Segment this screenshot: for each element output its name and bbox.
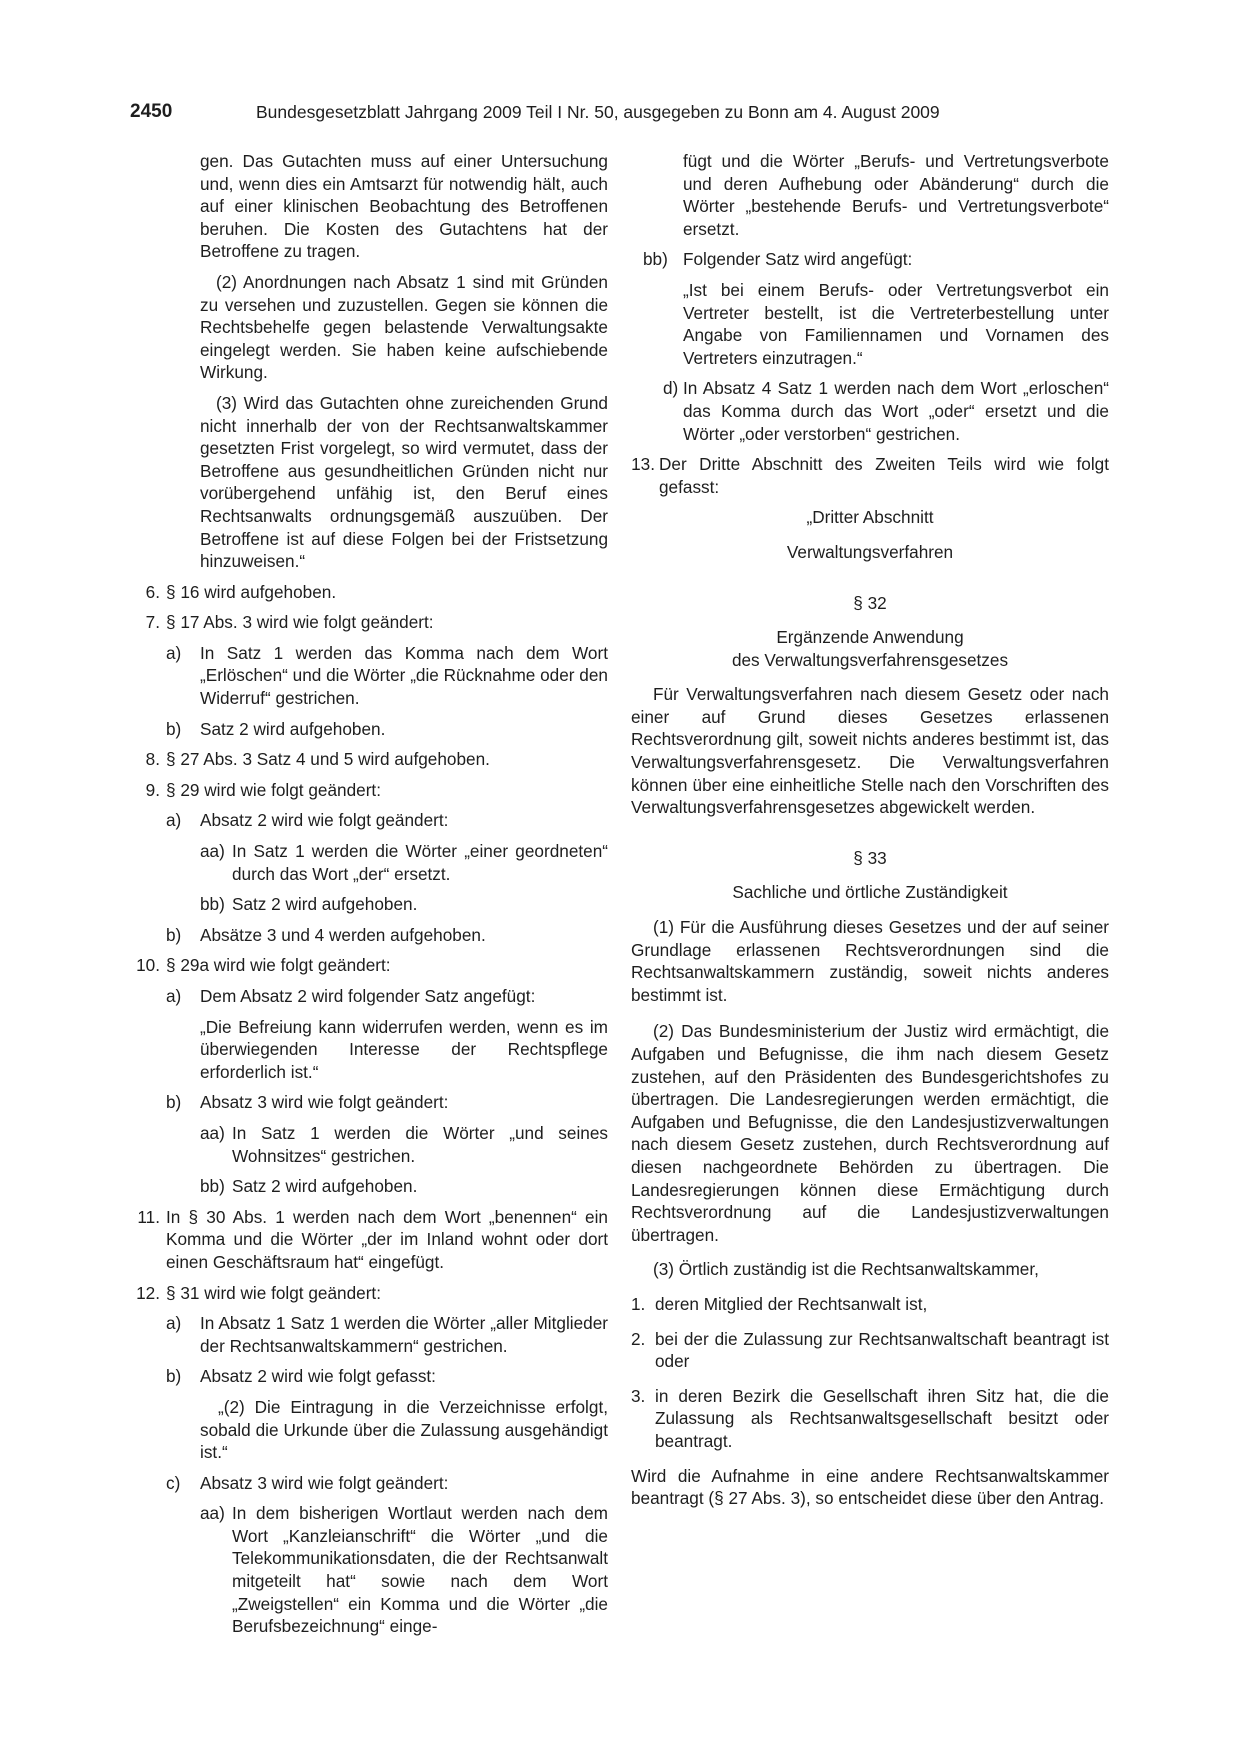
list-item: aa) In Satz 1 werden die Wörter „und seines Wohnsitzes“ gestrichen.	[200, 1122, 608, 1166]
list-item: a) In Satz 1 werden das Komma nach dem Wort „Erlöschen“ und die Wörter „die Rücknahme oder den Widerruf“ gestrichen.	[166, 642, 608, 709]
paragraph: (1) Für die Ausführung dieses Gesetzes und der auf seiner Grundlage erlassenen Rechtsverordnungen sind die Rechtsanwaltskammern zuständig, soweit nichts anderes bestimmt ist.	[631, 917, 1109, 1005]
list-item: d) In Absatz 4 Satz 1 werden nach dem Wort „erloschen“ das Komma durch das Wort „oder“ ersetzt und die Wörter „oder verstorben“ gestrichen.	[663, 378, 1109, 444]
list-item: 12. § 31 wird wie folgt geändert:	[136, 1282, 381, 1303]
list-item: 6. § 16 wird aufgehoben.	[145, 581, 337, 602]
list-item: 10. § 29a wird wie folgt geändert:	[136, 955, 391, 976]
page-number: 2450	[130, 101, 173, 122]
paragraph: Für Verwaltungsverfahren nach diesem Gesetz oder nach einer auf Grund dieses Gesetzes erlassenen Rechtsverordnung gilt, soweit nichts anderes bestimmt ist, das Verwaltungsverfahrensgesetz. Die Verwaltungsverfahren können über eine einheitliche Stelle nach den Vorschriften des Verwaltungsverfahrensgesetzes abgewickelt werden.	[631, 684, 1109, 818]
left-column	[130, 150, 608, 1646]
list-item: 1. deren Mitglied der Rechtsanwalt ist,	[631, 1293, 928, 1314]
paragraph: (2) Anordnungen nach Absatz 1 sind mit Gründen zu versehen und zuzustellen. Gegen sie können die Rechtsbehelfe gegen belastende Verwaltungsakte eingelegt werden. Sie haben keine aufschiebende Wirkung.	[200, 271, 608, 383]
list-item: 7. § 17 Abs. 3 wird wie folgt geändert:	[145, 612, 434, 633]
list-item: a) Dem Absatz 2 wird folgender Satz angefügt:	[166, 986, 536, 1006]
list-item: bb) Satz 2 wird aufgehoben.	[200, 1176, 418, 1197]
list-item: 13. Der Dritte Abschnitt des Zweiten Teils wird wie folgt gefasst:	[631, 454, 1109, 497]
section-heading: Verwaltungsverfahren	[786, 541, 954, 562]
quoted-text: „Die Befreiung kann widerrufen werden, wenn es im überwiegenden Interesse der Rechtspflege erforderlich ist.“	[200, 1016, 608, 1082]
list-item: c) Absatz 3 wird wie folgt geändert:	[166, 1472, 449, 1493]
list-item: b) Satz 2 wird aufgehoben.	[166, 718, 386, 739]
paragraph: gen. Das Gutachten muss auf einer Untersuchung und, wenn dies ein Amtsarzt für notwendig hält, auch auf einer klinischen Beobachtung des Betroffenen beruhen. Die Kosten des Gutachtens hat der Betroffene zu tragen.	[200, 151, 608, 262]
quoted-text: „(2) Die Eintragung in die Verzeichnisse erfolgt, sobald die Urkunde über die Zulassung ausgehändigt ist.“	[200, 1396, 608, 1463]
list-item: bb) Folgender Satz wird angefügt:	[643, 249, 913, 270]
right-column	[631, 150, 1109, 1518]
list-item: 3. in deren Bezirk die Gesellschaft ihren Sitz hat, die die Zulassung als Rechtsanwaltsgesellschaft besitzt oder beantragt.	[631, 1385, 1109, 1451]
list-item: 8. § 27 Abs. 3 Satz 4 und 5 wird aufgehoben.	[145, 749, 490, 770]
paragraph-number: § 32	[853, 592, 887, 613]
paragraph-title: Sachliche und örtliche Zuständigkeit	[732, 882, 1008, 903]
list-item: a) Absatz 2 wird wie folgt geändert:	[166, 810, 449, 831]
quoted-text: „Ist bei einem Berufs- oder Vertretungsverbot ein Vertreter bestellt, ist die Vertreterbestellung unter Angabe von Familiennamen und Vornamen des Vertreters einzutragen.“	[683, 279, 1109, 368]
paragraph: Wird die Aufnahme in eine andere Rechtsanwaltskammer beantragt (§ 27 Abs. 3), so entscheidet diese über den Antrag.	[631, 1465, 1109, 1509]
section-heading: „Dritter Abschnitt	[806, 507, 934, 528]
list-item: 9. § 29 wird wie folgt geändert:	[145, 779, 381, 800]
list-item: aa) In Satz 1 werden die Wörter „einer geordneten“ durch das Wort „der“ ersetzt.	[200, 841, 608, 884]
list-item: bb) Satz 2 wird aufgehoben.	[200, 894, 418, 915]
paragraph: (3) Wird das Gutachten ohne zureichenden Grund nicht innerhalb der von der Rechtsanwaltskammer gesetzten Frist vorgelegt, so wird vermutet, dass der Betroffene aus gesundheitlichen Gründen nicht nur vorübergehend unfähig ist, den Beruf eines Rechtsanwalts ordnungsgemäß auszuüben. Der Betroffene ist auf diese Folgen bei der Fristsetzung hinzuweisen.“	[200, 392, 608, 572]
list-item: a) In Absatz 1 Satz 1 werden die Wörter „aller Mitglieder der Rechtsanwaltskammern“ gestrichen.	[166, 1313, 608, 1356]
paragraph: (3) Örtlich zuständig ist die Rechtsanwaltskammer,	[653, 1259, 1039, 1280]
header-title: Bundesgesetzblatt Jahrgang 2009 Teil I Nr. 50, ausgegeben zu Bonn am 4. August 2009	[256, 102, 940, 122]
paragraph-number: § 33	[853, 847, 887, 868]
list-item: b) Absätze 3 und 4 werden aufgehoben.	[166, 924, 486, 945]
list-item: 11. In § 30 Abs. 1 werden nach dem Wort „benennen“ ein Komma und die Wörter „der im Inland wohnt oder dort einen Geschäftsraum hat“ eingefügt.	[137, 1206, 608, 1272]
paragraph-title: Ergänzende Anwendung	[776, 627, 964, 648]
list-item: b) Absatz 2 wird wie folgt gefasst:	[166, 1366, 436, 1387]
list-item: aa) In dem bisherigen Wortlaut werden nach dem Wort „Kanzleianschrift“ die Wörter „und die Telekommunikationsdaten, die der Rechtsanwalt mitgeteilt hat“ sowie nach dem Wort „Zweigstellen“ ein Komma und die Wörter „die Berufsbezeichnung“ einge-	[200, 1503, 608, 1637]
paragraph-title: des Verwaltungsverfahrensgesetzes	[731, 649, 1009, 670]
list-item: b) Absatz 3 wird wie folgt geändert:	[166, 1092, 449, 1113]
list-item: 2. bei der die Zulassung zur Rechtsanwaltschaft beantragt ist oder	[631, 1328, 1109, 1372]
paragraph: (2) Das Bundesministerium der Justiz wird ermächtigt, die Aufgaben und Befugnisse, die ihm nach diesem Gesetz zustehen, auf den Präsidenten des Bundesgerichtshofes zu übertragen. Die Landesregierungen werden ermächtigt, die Aufgaben und Befugnisse, die den Landesjustizverwaltungen nach diesem Gesetz zustehen, durch Rechtsverordnung auf diesen nachgeordnete Behörden zu übertragen. Die Landesregierungen können diese Ermächtigung durch Rechtsverordnung auf die Landesjustizverwaltungen übertragen.	[631, 1021, 1109, 1245]
paragraph: fügt und die Wörter „Berufs- und Vertretungsverbote und deren Aufhebung oder Abänderung“ durch die Wörter „bestehende Berufs- und Vertretungsverbote“ ersetzt.	[683, 151, 1109, 239]
